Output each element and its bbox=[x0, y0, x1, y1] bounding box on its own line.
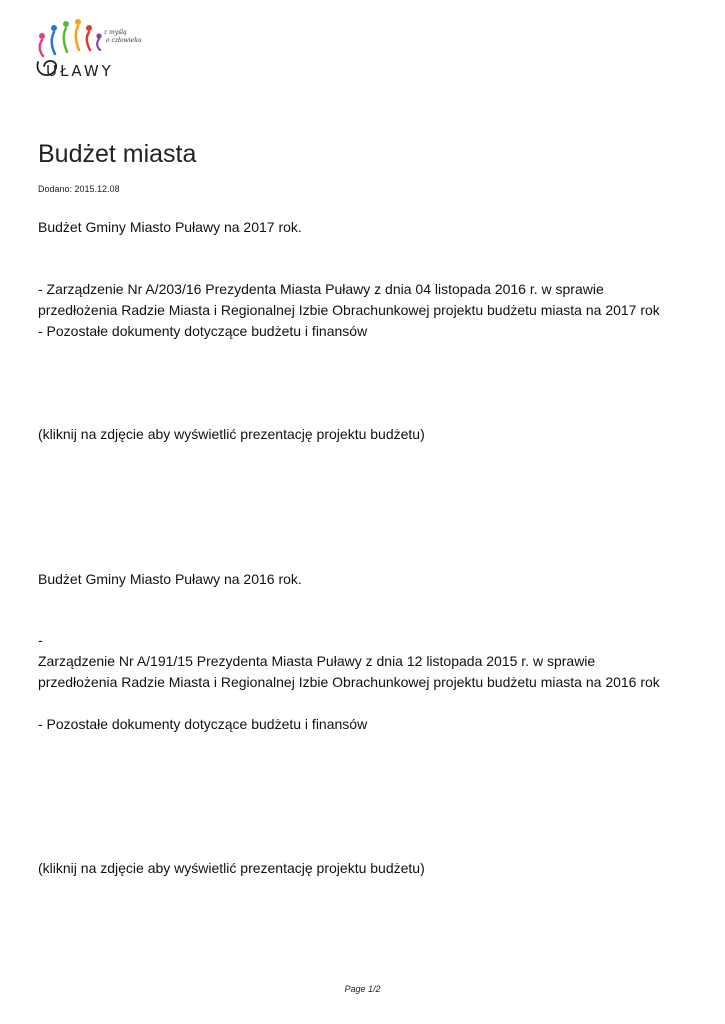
pulawy-logo bbox=[32, 14, 144, 86]
budget-2016-presentation-note: (kliknij na zdjęcie aby wyświetlić prezentację projektu budżetu) bbox=[38, 860, 425, 876]
budget-2016-other-docs-link[interactable]: - Pozostałe dokumenty dotyczące budżetu i finansów bbox=[38, 716, 368, 732]
logo-wordmark: UŁAWY bbox=[46, 62, 114, 80]
budget-2016-order-link-line2[interactable]: przedłożenia Radzie Miasta i Regionalnej Izbie Obrachunkowej projektu budżetu miasta na 2016 rok bbox=[38, 674, 660, 690]
date-added: Dodano: 2015.12.08 bbox=[38, 184, 120, 194]
logo-tagline-2: o człowieku bbox=[106, 37, 142, 44]
page-title: Budżet miasta bbox=[38, 140, 197, 168]
logo-figures bbox=[39, 19, 102, 56]
budget-2017-order-link-line2[interactable]: przedłożenia Radzie Miasta i Regionalnej Izbie Obrachunkowej projektu budżetu miasta na 2017 rok bbox=[38, 302, 660, 318]
budget-2017-presentation-note: (kliknij na zdjęcie aby wyświetlić prezentację projektu budżetu) bbox=[38, 426, 425, 442]
page-number: Page 1/2 bbox=[344, 984, 381, 994]
pulawy-logo-graphic bbox=[32, 14, 144, 86]
budget-2017-order-link-line1[interactable]: - Zarządzenie Nr A/203/16 Prezydenta Miasta Puławy z dnia 04 listopada 2016 r. w sprawie bbox=[38, 281, 604, 297]
logo-tagline-1: z myślą bbox=[104, 29, 127, 36]
budget-2016-heading: Budżet Gminy Miasto Puławy na 2016 rok. bbox=[38, 571, 302, 587]
budget-2016-order-link-line1[interactable]: Zarządzenie Nr A/191/15 Prezydenta Miasta Puławy z dnia 12 listopada 2015 r. w sprawie bbox=[38, 653, 596, 669]
budget-2016-dash: - bbox=[38, 632, 43, 648]
budget-2017-heading: Budżet Gminy Miasto Puławy na 2017 rok. bbox=[38, 219, 302, 235]
budget-2017-other-docs-link[interactable]: - Pozostałe dokumenty dotyczące budżetu i finansów bbox=[38, 323, 368, 339]
